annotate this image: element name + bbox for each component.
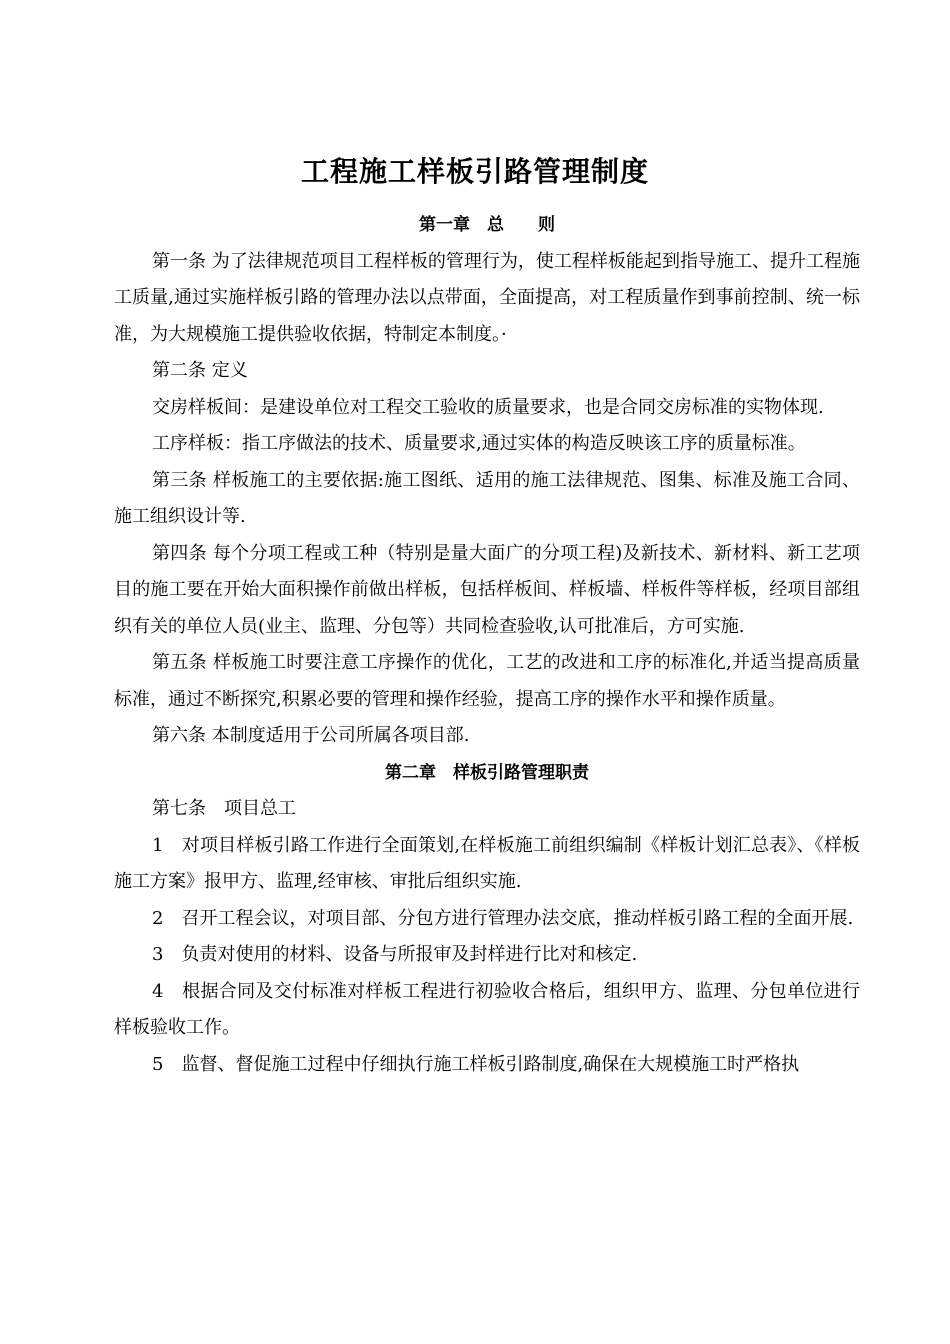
article-text: 样板施工的主要依据:施工图纸、适用的施工法律规范、图集、标准及施工合同、施工组织设计等. — [114, 469, 860, 527]
article-label: 第六条 — [152, 725, 206, 746]
document-title: 工程施工样板引路管理制度 — [300, 155, 649, 188]
article-label: 第五条 — [152, 652, 207, 673]
list-item-text: 对项目样板引路工作进行全面策划,在样板施工前组织编制《样板计划汇总表》、《样板施工方案》报甲方、监理,经审核、审批后组织实施. — [114, 834, 860, 892]
list-item-text: 根据合同及交付标准对样板工程进行初验收合格后，组织甲方、监理、分包单位进行样板验收工作。 — [114, 980, 860, 1038]
article-text: 项目总工 — [206, 798, 296, 819]
article-label: 第一条 — [152, 250, 207, 272]
list-item-text: 召开工程会议，对项目部、分包方进行管理办法交底，推动样板引路工程的全面开展. — [163, 907, 854, 929]
article-text: 每个分项工程或工种（特别是量大面广的分项工程)及新技术、新材料、新工艺项目的施工要在开始大面积操作前做出样板，包括样板间、样板墙、样板件等样板，经项目部组织有关的单位人员(业主、监理、分包等）共同检查验收,认可批准后，方可实施. — [114, 542, 861, 637]
list-item-number: 2 — [152, 907, 164, 929]
article-paragraph — [114, 718, 860, 755]
article-paragraph — [114, 536, 860, 646]
article-label: 第七条 — [152, 798, 206, 819]
article-paragraph — [114, 463, 860, 536]
list-item — [114, 937, 860, 974]
article-paragraph — [114, 426, 860, 463]
list-item-number: 1 — [152, 834, 164, 856]
article-text: 交房样板间：是建设单位对工程交工验收的质量要求，也是合同交房标准的实物体现. — [152, 396, 824, 418]
list-item — [114, 974, 860, 1047]
article-label: 第四条 — [152, 542, 207, 564]
chapter-heading: 第二章 样板引路管理职责 — [385, 762, 589, 783]
list-item — [114, 901, 860, 938]
article-paragraph — [114, 645, 860, 718]
article-text: 本制度适用于公司所属各项目部. — [206, 725, 470, 746]
document-body — [114, 207, 860, 1083]
article-text: 工序样板：指工序做法的技术、质量要求,通过实体的构造反映该工序的质量标准。 — [152, 433, 806, 454]
article-paragraph — [114, 244, 860, 354]
list-item-text: 负责对使用的材料、设备与所报审及封样进行比对和核定. — [163, 944, 638, 965]
list-item — [114, 1047, 860, 1084]
list-item — [114, 828, 860, 901]
list-item-number: 5 — [152, 1053, 164, 1075]
chapter-heading: 第一章 总 则 — [419, 215, 555, 235]
article-label: 第三条 — [152, 469, 207, 491]
article-label: 第二条 — [152, 360, 206, 381]
article-paragraph — [114, 791, 860, 828]
list-item-number: 3 — [152, 944, 164, 965]
article-text: 样板施工时要注意工序操作的优化，工艺的改进和工序的标准化,并适当提高质量标准，通过不断探究,积累必要的管理和操作经验，提高工序的操作水平和操作质量。 — [114, 652, 860, 710]
article-text: 为了法律规范项目工程样板的管理行为，使工程样板能起到指导施工、提升工程施工质量,通过实施样板引路的管理办法以点带面，全面提高，对工程质量作到事前控制、统一标准，为大规模施工提供验收依据，特制定本制度。· — [114, 250, 861, 345]
list-item-text: 监督、督促施工过程中仔细执行施工样板引路制度,确保在大规模施工时严格执 — [163, 1053, 800, 1075]
article-paragraph — [114, 353, 860, 390]
article-text: 定义 — [206, 360, 248, 381]
article-paragraph — [114, 390, 860, 427]
list-item-number: 4 — [152, 980, 164, 1002]
